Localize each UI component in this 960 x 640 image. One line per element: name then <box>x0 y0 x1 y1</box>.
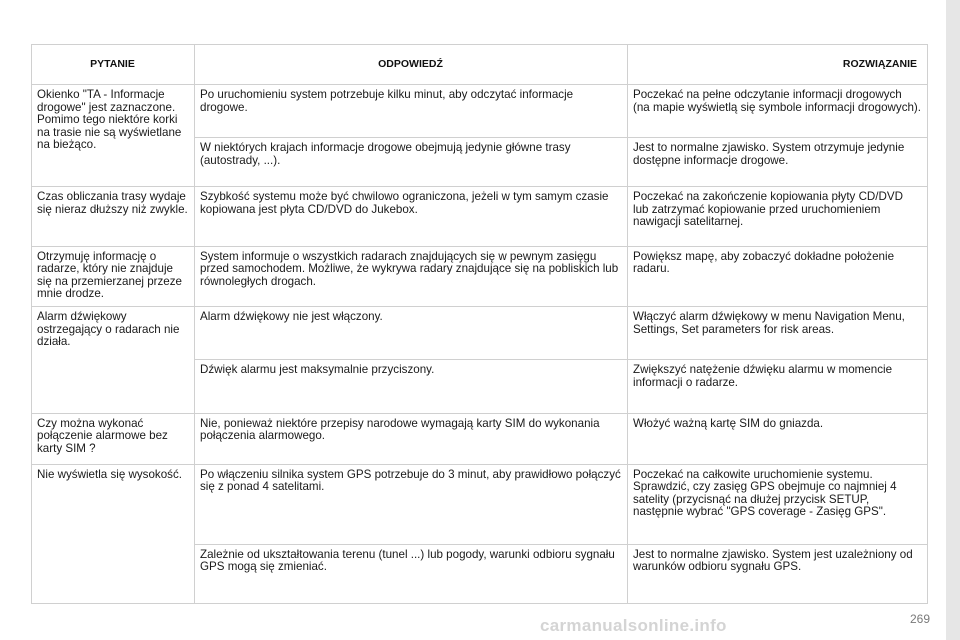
question-cell: Czas obliczania trasy wydaje się nieraz dłuższy niż zwykle. <box>32 187 195 246</box>
answer-cell: Po włączeniu silnika system GPS potrzebuje do 3 minut, aby prawidłowo połączyć się z ponad 4 satelitami. <box>195 464 628 544</box>
answer-cell: W niektórych krajach informacje drogowe obejmują jedynie główne trasy (autostrady, ...). <box>195 138 628 187</box>
solution-cell: Poczekać na pełne odczytanie informacji drogowych (na mapie wyświetlą się symbole informacji drogowych). <box>628 85 928 138</box>
answer-cell: System informuje o wszystkich radarach znajdujących się w pewnym zasięgu przed samochodem. Możliwe, że wykrywa radary znajdujące się na pobliskich lub równoległych drogach. <box>195 246 628 306</box>
table-header-row <box>32 45 928 85</box>
header-question: PYTANIE <box>32 45 195 85</box>
solution-cell: Włożyć ważną kartę SIM do gniazda. <box>628 413 928 464</box>
question-cell: Alarm dźwiękowy ostrzegający o radarach nie działa. <box>32 307 195 413</box>
table-row <box>32 413 928 464</box>
header-answer: ODPOWIEDŹ <box>195 45 628 85</box>
solution-cell: Jest to normalne zjawisko. System otrzymuje jedynie dostępne informacje drogowe. <box>628 138 928 187</box>
solution-cell: Włączyć alarm dźwiękowy w menu Navigation Menu, Settings, Set parameters for risk areas. <box>628 307 928 360</box>
header-solution: ROZWIĄZANIE <box>628 45 928 85</box>
solution-cell: Jest to normalne zjawisko. System jest uzależniony od warunków odbioru sygnału GPS. <box>628 544 928 603</box>
answer-cell: Nie, ponieważ niektóre przepisy narodowe wymagają karty SIM do wykonania połączenia alarmowego. <box>195 413 628 464</box>
question-cell: Nie wyświetla się wysokość. <box>32 464 195 603</box>
faq-table <box>31 44 928 604</box>
page-edge-bar <box>946 0 960 640</box>
table-row <box>32 85 928 138</box>
question-cell: Okienko "TA - Informacje drogowe" jest zaznaczone. Pomimo tego niektóre korki na trasie nie są wyświetlane na bieżąco. <box>32 85 195 187</box>
faq-table-container <box>31 44 927 604</box>
solution-cell: Powiększ mapę, aby zobaczyć dokładne położenie radaru. <box>628 246 928 306</box>
page-number: 269 <box>909 612 930 626</box>
question-cell: Otrzymuję informację o radarze, który nie znajduje się na przemierzanej przeze mnie drodze. <box>32 246 195 306</box>
answer-cell: Po uruchomieniu system potrzebuje kilku minut, aby odczytać informacje drogowe. <box>195 85 628 138</box>
watermark-text: carmanualsonline.info <box>540 616 727 635</box>
table-row <box>32 464 928 544</box>
solution-cell: Poczekać na zakończenie kopiowania płyty CD/DVD lub zatrzymać kopiowanie przed uruchomieniem nawigacji satelitarnej. <box>628 187 928 246</box>
answer-cell: Alarm dźwiękowy nie jest włączony. <box>195 307 628 360</box>
answer-cell: Zależnie od ukształtowania terenu (tunel ...) lub pogody, warunki odbioru sygnału GPS mogą się zmieniać. <box>195 544 628 603</box>
table-row <box>32 307 928 360</box>
answer-cell: Dźwięk alarmu jest maksymalnie przyciszony. <box>195 360 628 413</box>
table-row <box>32 246 928 306</box>
table-row <box>32 187 928 246</box>
answer-cell: Szybkość systemu może być chwilowo ograniczona, jeżeli w tym samym czasie kopiowana jest płyta CD/DVD do Jukebox. <box>195 187 628 246</box>
question-cell: Czy można wykonać połączenie alarmowe bez karty SIM ? <box>32 413 195 464</box>
solution-cell: Poczekać na całkowite uruchomienie systemu. Sprawdzić, czy zasięg GPS obejmuje co najmniej 4 satelity (przycisnąć na dłużej przycisk SETUP, następnie wybrać "GPS coverage - Zasięg GPS". <box>628 464 928 544</box>
solution-cell: Zwiększyć natężenie dźwięku alarmu w momencie informacji o radarze. <box>628 360 928 413</box>
